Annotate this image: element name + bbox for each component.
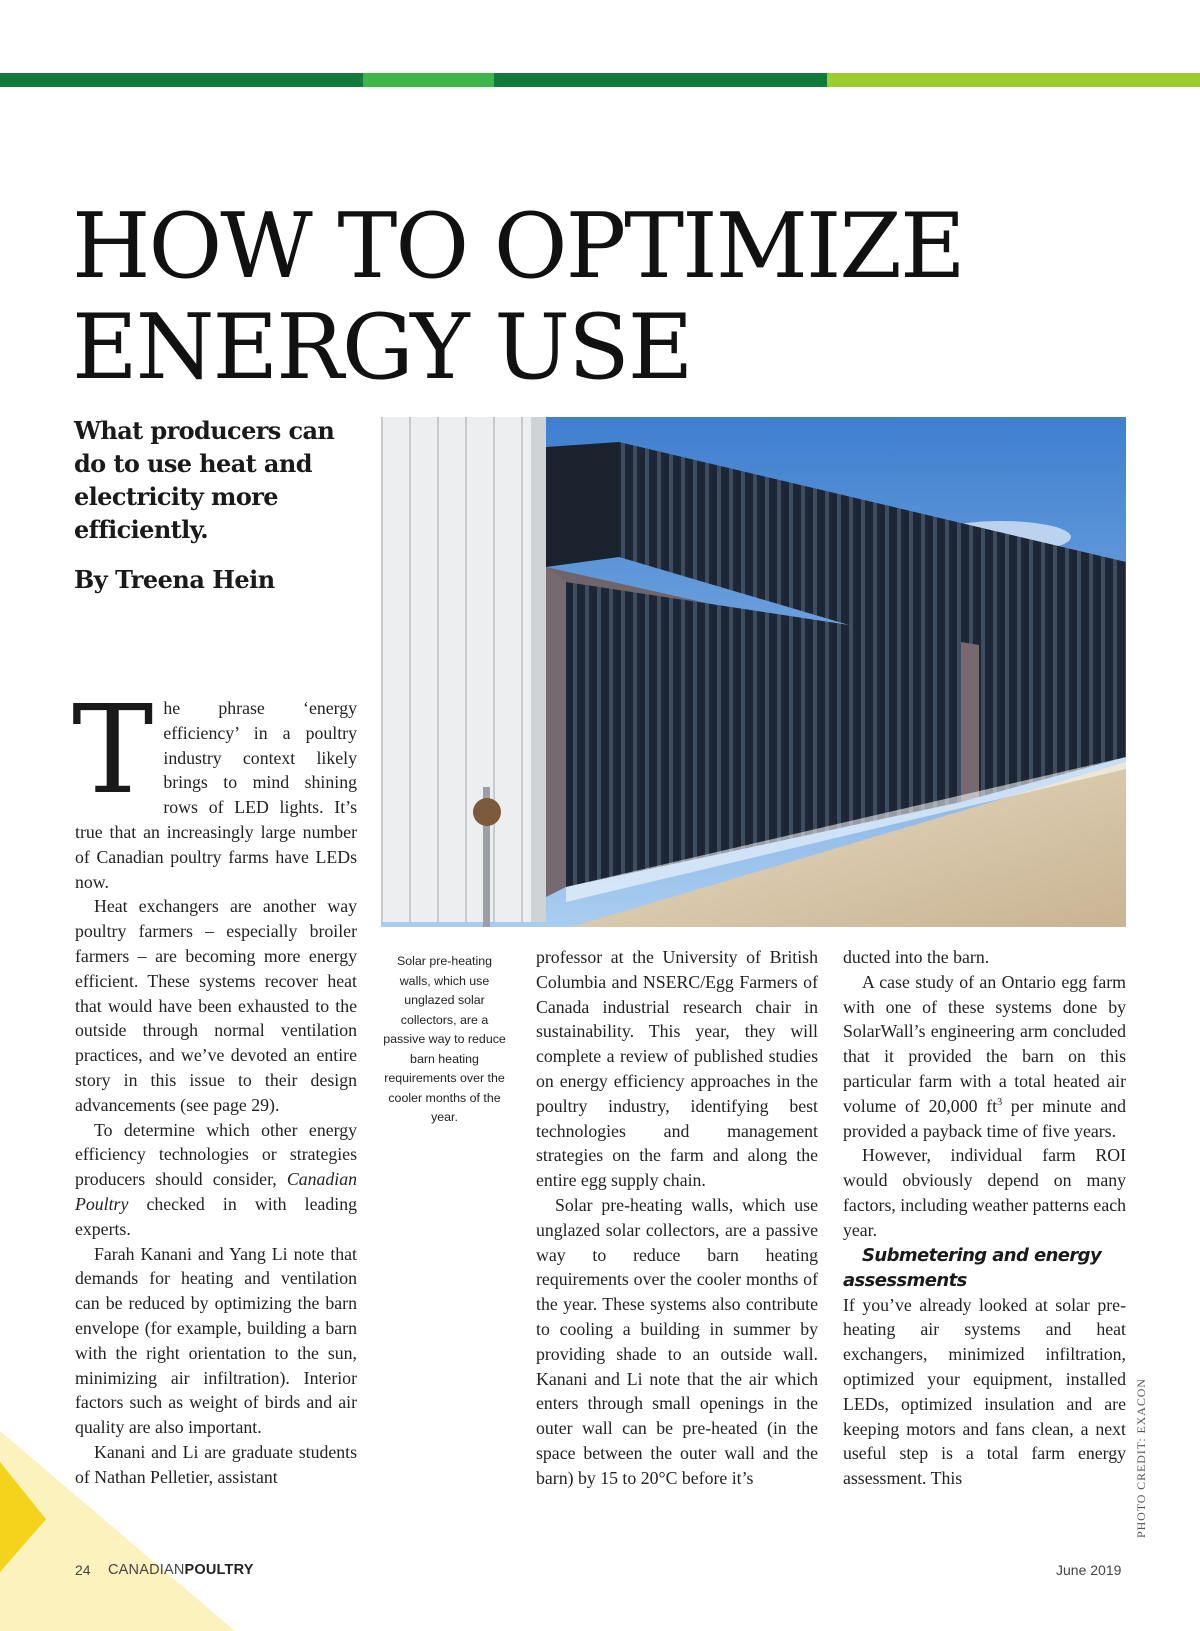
paragraph: professor at the University of British Columbia and NSERC/Egg Farmers of Canada industrial research chair in sustainability. This year, they will complete a review of published studies on energy efficiency approaches in the poultry industry, identifying best technologies and management strategies on the farm and along the entire egg supply chain. (536, 947, 818, 1191)
header-color-bar (0, 73, 1200, 87)
photo-caption: Solar pre-heating walls, which use unglazed solar collectors, are a passive way to reduce barn heating requirements over the cooler months of the year. (383, 954, 506, 1124)
bar-segment-dark-green (0, 73, 363, 87)
photo-credit: PHOTO CREDIT: EXACON (1134, 1378, 1148, 1538)
page-number: 24 (75, 1562, 91, 1578)
paragraph: To determine which other energy efficiency technologies or strategies producers should consider, Canadian Poultry checked in with leading experts. (75, 1119, 357, 1239)
paragraph: Solar pre-heating walls, which use unglazed solar collectors, are a passive way to reduce barn heating requirements over the cooler months of the year. These systems also contribute to cooling a building in summer by providing shade to an outside wall. Kanani and Li note that the air which enters through small openings in the outer wall can be pre-heated (in the space between the outer wall and the barn) by 15 to 20°C before it’s (536, 1194, 818, 1488)
issue-date: June 2019 (1056, 1562, 1122, 1578)
article-column-1 (72, 679, 357, 1490)
section-subhead: Submetering and energy assessments (843, 1244, 1102, 1291)
article-deck: What producers can do to use heat and electricity more efficiently. (74, 416, 335, 544)
article-headline: HOW TO OPTIMIZE ENERGY USE (72, 194, 964, 400)
article-column-2 (536, 945, 818, 1491)
drop-cap: T (72, 679, 154, 821)
paragraph: Farah Kanani and Yang Li note that demands for heating and ventilation can be reduced by optimizing the barn envelope (for example, building a barn with the right orientation to the sun, minimizing air infiltration). Interior factors such as weight of birds and air quality are also important. (75, 1243, 357, 1438)
paragraph: ducted into the barn. (843, 947, 990, 967)
paragraph: Heat exchangers are another way poultry farmers – especially broiler farmers – are becoming more energy efficient. These systems recover heat that would have been exhausted to the outside through normal ventilation practices, and we’ve devoted an entire story in this issue to their design advancements (see page 29). (75, 896, 357, 1115)
article-column-3 (843, 945, 1126, 1491)
paragraph: he phrase ‘energy efficiency’ in a poultry industry context likely brings to mind shining rows of LED lights. It’s true that an increasingly large number of Canadian poultry farms have LEDs now. (75, 698, 357, 892)
bar-segment-green (363, 73, 494, 87)
publication-logo: CANADIANPOULTRY (108, 1562, 254, 1578)
barn-solar-wall-photo (381, 417, 1126, 927)
bar-segment-lime (827, 73, 1200, 87)
paragraph: Kanani and Li are graduate students of Nathan Pelletier, assistant (75, 1441, 357, 1487)
article-byline: By Treena Hein (74, 565, 275, 594)
paragraph: A case study of an Ontario egg farm with one of these systems done by SolarWall’s engineering arm concluded that it provided the barn on this particular farm with a total heated air volume of 20,000 $ft^3$ per minute and provided a payback time of five years. (843, 971, 1126, 1141)
paragraph: However, individual farm ROI would obviously depend on many factors, including weather patterns each year. (843, 1145, 1126, 1240)
publication-name: Canadian Poultry (75, 1169, 357, 1214)
bar-segment-dark-green (494, 73, 827, 87)
paragraph: If you’ve already looked at solar pre-heating air systems and heat exchangers, minimized infiltration, optimized your equipment, installed LEDs, optimized insulation and are keeping motors and fans clean, a next useful step is a total farm energy assessment. This (843, 1294, 1126, 1489)
